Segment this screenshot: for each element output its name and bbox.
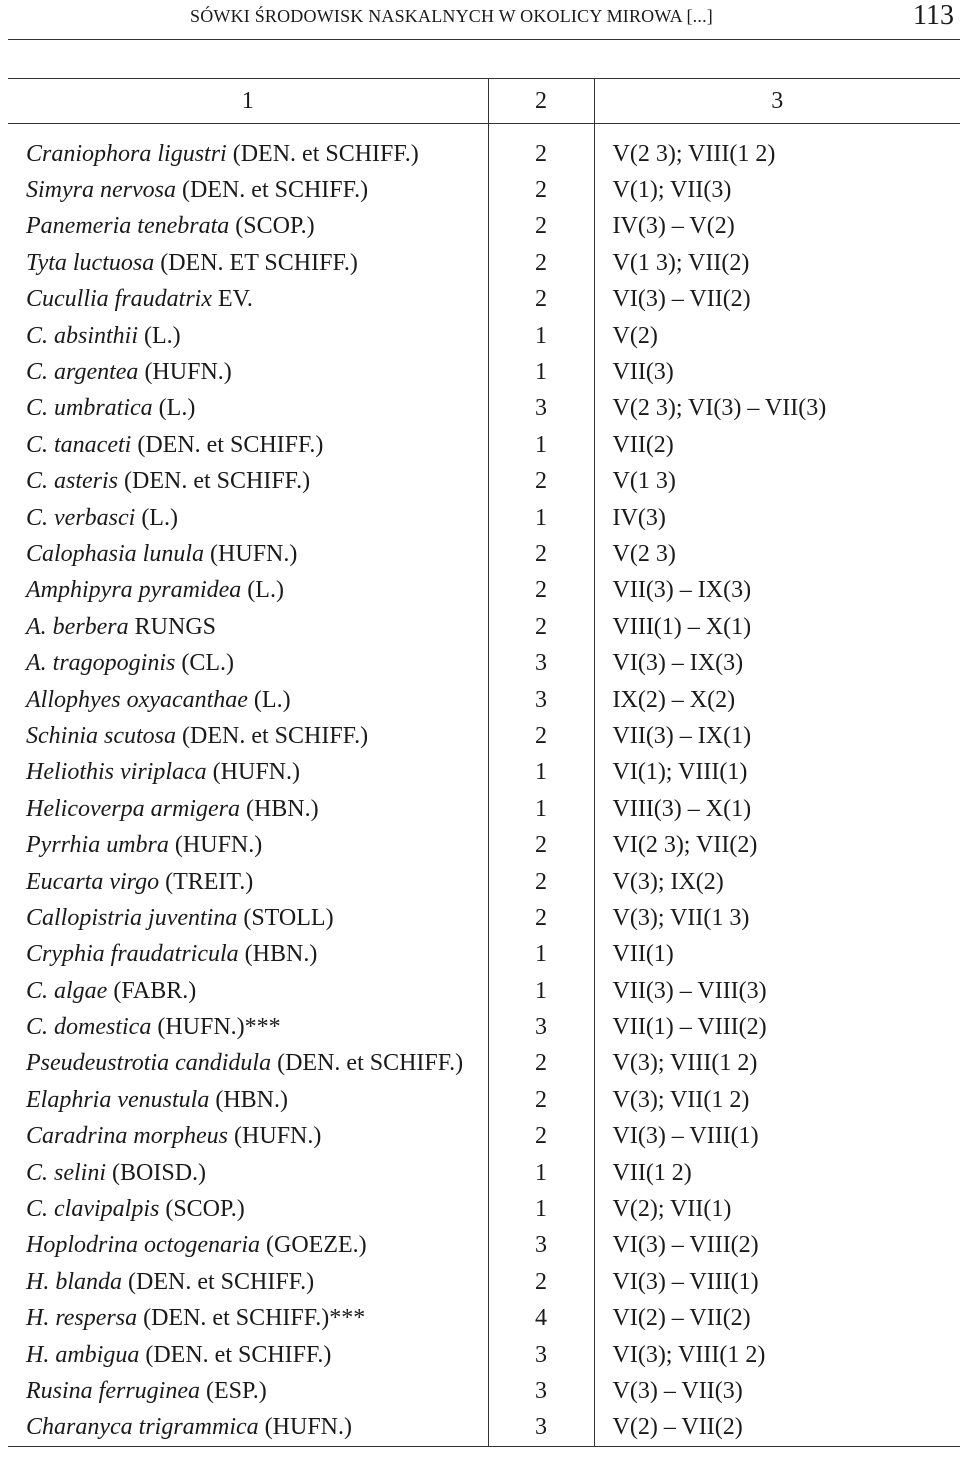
table-row: [8, 282, 960, 318]
header-row: [8, 79, 960, 124]
period-cell: V(1 3); VII(2): [594, 245, 960, 281]
species-name: H. blanda: [26, 1268, 122, 1295]
count-cell: 2: [488, 1119, 594, 1155]
running-title: SÓWKI ŚRODOWISK NASKALNYCH W OKOLICY MIROWA [...]: [190, 6, 713, 26]
count-cell: 4: [488, 1301, 594, 1337]
table-row: [8, 1410, 960, 1447]
header-rule: [8, 39, 960, 40]
species-name-cell: [8, 1155, 488, 1191]
species-name-cell: [8, 791, 488, 827]
table-row: [8, 500, 960, 536]
period-cell: VII(2): [594, 427, 960, 463]
species-author: (HUFN.)***: [157, 1014, 281, 1041]
period-cell: VII(3) – IX(3): [594, 573, 960, 609]
period-cell: VII(3) – VIII(3): [594, 973, 960, 1009]
species-name-cell: [8, 1082, 488, 1118]
table-row: [8, 1373, 960, 1409]
period-cell: IV(3) – V(2): [594, 209, 960, 245]
table-row: [8, 1337, 960, 1373]
species-author: (DEN. et SCHIFF.): [181, 177, 369, 204]
table-row: [8, 609, 960, 645]
species-name: Hoplodrina octogenaria: [26, 1232, 260, 1259]
species-name-cell: [8, 718, 488, 754]
species-name: Calophasia lunula: [26, 540, 205, 567]
period-cell: V(2): [594, 318, 960, 354]
period-cell: V(3); VII(1 3): [594, 900, 960, 936]
count-cell: 3: [488, 1373, 594, 1409]
table-row: [8, 1082, 960, 1118]
species-name-cell: [8, 124, 488, 173]
species-author: (HBN.): [215, 1086, 288, 1113]
table-row: [8, 718, 960, 754]
count-cell: 2: [488, 1264, 594, 1300]
count-cell: 2: [488, 282, 594, 318]
species-name-cell: [8, 1264, 488, 1300]
species-name-cell: [8, 500, 488, 536]
column-header-count: 2: [488, 79, 594, 124]
species-author: (L.): [144, 322, 181, 349]
species-name: C. argentea: [26, 359, 139, 386]
species-name: Pyrrhia umbra: [26, 832, 169, 859]
species-table: [8, 78, 960, 1447]
period-cell: VII(1) – VIII(2): [594, 1009, 960, 1045]
species-name-cell: [8, 1410, 488, 1447]
table-row: [8, 1228, 960, 1264]
period-cell: VI(3) – IX(3): [594, 645, 960, 681]
table-row: [8, 1009, 960, 1045]
count-cell: 2: [488, 536, 594, 572]
species-name-cell: [8, 427, 488, 463]
count-cell: 2: [488, 245, 594, 281]
period-cell: V(3); VIII(1 2): [594, 1046, 960, 1082]
table-row: [8, 464, 960, 500]
period-cell: VII(1): [594, 937, 960, 973]
species-name: A. tragopoginis: [26, 650, 176, 677]
table-row: [8, 827, 960, 863]
species-name-cell: [8, 536, 488, 572]
column-header-period: 3: [594, 79, 960, 124]
table-row: [8, 973, 960, 1009]
species-name: C. tanaceti: [26, 431, 132, 458]
table-row: [8, 172, 960, 208]
table-row: [8, 318, 960, 354]
table-row: [8, 645, 960, 681]
species-author: (ESP.): [206, 1377, 267, 1404]
count-cell: 2: [488, 172, 594, 208]
period-cell: VI(3) – VIII(1): [594, 1264, 960, 1300]
species-name-cell: [8, 318, 488, 354]
period-cell: VIII(1) – X(1): [594, 609, 960, 645]
species-name-cell: [8, 864, 488, 900]
species-author: (DEN. et SCHIFF.): [128, 1268, 315, 1295]
species-name: Helicoverpa armigera: [26, 795, 240, 822]
species-author: (DEN. ET SCHIFF.): [160, 249, 358, 276]
table-row: [8, 209, 960, 245]
species-author: (DEN. et SCHIFF.): [277, 1050, 464, 1077]
count-cell: 1: [488, 1155, 594, 1191]
species-author: (L.): [158, 395, 196, 422]
table-row: [8, 354, 960, 390]
table-row: [8, 682, 960, 718]
period-cell: V(2); VII(1): [594, 1191, 960, 1227]
count-cell: 1: [488, 354, 594, 390]
period-cell: IV(3): [594, 500, 960, 536]
count-cell: 2: [488, 209, 594, 245]
count-cell: 3: [488, 1228, 594, 1264]
table-row: [8, 864, 960, 900]
table-body: [8, 124, 960, 1447]
species-name-cell: [8, 682, 488, 718]
table-row: [8, 1301, 960, 1337]
species-name-cell: [8, 900, 488, 936]
period-cell: VII(3): [594, 354, 960, 390]
species-name: C. domestica: [26, 1014, 152, 1041]
species-name: C. asteris: [26, 468, 119, 495]
period-cell: V(3); IX(2): [594, 864, 960, 900]
table-row: [8, 1264, 960, 1300]
species-author: (SCOP.): [235, 213, 315, 240]
count-cell: 3: [488, 391, 594, 427]
species-name-cell: [8, 464, 488, 500]
table-row: [8, 124, 960, 173]
species-author: (L.): [247, 577, 284, 604]
period-cell: VI(3) – VIII(2): [594, 1228, 960, 1264]
count-cell: 3: [488, 1337, 594, 1373]
count-cell: 2: [488, 827, 594, 863]
species-author: (GOEZE.): [266, 1232, 367, 1259]
species-author: (DEN. et SCHIFF.)***: [143, 1305, 366, 1332]
count-cell: 3: [488, 1410, 594, 1447]
species-name: Allophyes oxyacanthae: [26, 686, 248, 713]
species-name: C. absinthii: [26, 322, 139, 349]
species-name-cell: [8, 245, 488, 281]
species-author: (DEN. et SCHIFF.): [124, 468, 311, 495]
table-row: [8, 245, 960, 281]
species-name-cell: [8, 973, 488, 1009]
count-cell: 3: [488, 682, 594, 718]
species-name-cell: [8, 1337, 488, 1373]
species-name-cell: [8, 573, 488, 609]
species-name: Amphipyra pyramidea: [26, 577, 242, 604]
species-author: (CL.): [181, 650, 234, 677]
species-name: C. algae: [26, 977, 108, 1004]
table-row: [8, 937, 960, 973]
period-cell: VI(2) – VII(2): [594, 1301, 960, 1337]
species-name-cell: [8, 1191, 488, 1227]
species-name-cell: [8, 282, 488, 318]
species-name-cell: [8, 609, 488, 645]
count-cell: 2: [488, 718, 594, 754]
species-name: Cucullia fraudatrix: [26, 286, 212, 313]
species-name-cell: [8, 645, 488, 681]
species-name: A. berbera: [26, 613, 129, 640]
species-name: Elaphria venustula: [26, 1086, 210, 1113]
period-cell: VII(3) – IX(1): [594, 718, 960, 754]
table-row: [8, 755, 960, 791]
species-name: Rusina ferruginea: [26, 1377, 200, 1404]
count-cell: 3: [488, 645, 594, 681]
count-cell: 2: [488, 573, 594, 609]
species-name-cell: [8, 354, 488, 390]
species-author: EV.: [218, 286, 253, 313]
species-author: (HBN.): [245, 795, 319, 822]
count-cell: 1: [488, 500, 594, 536]
species-name: Caradrina morpheus: [26, 1123, 229, 1150]
species-name-cell: [8, 1373, 488, 1409]
period-cell: VI(1); VIII(1): [594, 755, 960, 791]
species-name-cell: [8, 1301, 488, 1337]
count-cell: 2: [488, 464, 594, 500]
species-name: Simyra nervosa: [26, 177, 176, 204]
species-author: (DEN. et SCHIFF.): [232, 140, 419, 167]
species-author: (HBN.): [244, 941, 318, 968]
count-cell: 1: [488, 318, 594, 354]
table-row: [8, 391, 960, 427]
species-name: C. selini: [26, 1159, 107, 1186]
species-author: (FABR.): [113, 977, 197, 1004]
count-cell: 2: [488, 1046, 594, 1082]
species-author: (HUFN.): [212, 759, 300, 786]
species-author: (DEN. et SCHIFF.): [137, 431, 324, 458]
species-name: Tyta luctuosa: [26, 249, 155, 276]
species-author: (STOLL): [243, 904, 334, 931]
species-author: (TREIT.): [165, 868, 254, 895]
species-name: C. umbratica: [26, 395, 153, 422]
table-row: [8, 1119, 960, 1155]
species-name-cell: [8, 937, 488, 973]
species-author: (HUFN.): [144, 359, 232, 386]
table-row: [8, 900, 960, 936]
species-name-cell: [8, 391, 488, 427]
species-name: Panemeria tenebrata: [26, 213, 230, 240]
species-author: (DEN. et SCHIFF.): [145, 1341, 332, 1368]
species-name: Pseudeustrotia candidula: [26, 1050, 272, 1077]
count-cell: 2: [488, 124, 594, 173]
count-cell: 1: [488, 1191, 594, 1227]
period-cell: V(2 3); VI(3) – VII(3): [594, 391, 960, 427]
table-row: [8, 1046, 960, 1082]
species-name-cell: [8, 1119, 488, 1155]
period-cell: V(2) – VII(2): [594, 1410, 960, 1447]
species-author: (BOISD.): [112, 1159, 207, 1186]
species-author: (L.): [141, 504, 178, 531]
period-cell: IX(2) – X(2): [594, 682, 960, 718]
count-cell: 1: [488, 791, 594, 827]
species-author: (HUFN.): [174, 832, 263, 859]
period-cell: VIII(3) – X(1): [594, 791, 960, 827]
table-header: [8, 79, 960, 124]
species-name: Callopistria juventina: [26, 904, 238, 931]
species-name: H. ambigua: [26, 1341, 140, 1368]
species-name-cell: [8, 1046, 488, 1082]
table-row: [8, 791, 960, 827]
column-header-species: 1: [8, 79, 488, 124]
count-cell: 2: [488, 609, 594, 645]
species-name-cell: [8, 1228, 488, 1264]
period-cell: V(2 3): [594, 536, 960, 572]
period-cell: VII(1 2): [594, 1155, 960, 1191]
period-cell: VI(3) – VIII(1): [594, 1119, 960, 1155]
species-name: H. respersa: [26, 1305, 138, 1332]
species-name-cell: [8, 827, 488, 863]
period-cell: V(1); VII(3): [594, 172, 960, 208]
species-name: Charanyca trigrammica: [26, 1414, 259, 1441]
period-cell: VI(3) – VII(2): [594, 282, 960, 318]
count-cell: 1: [488, 427, 594, 463]
species-author: (L.): [253, 686, 291, 713]
period-cell: VI(3); VIII(1 2): [594, 1337, 960, 1373]
species-name-cell: [8, 209, 488, 245]
period-cell: V(1 3): [594, 464, 960, 500]
table-row: [8, 1191, 960, 1227]
species-author: (HUFN.): [234, 1123, 322, 1150]
species-author: (HUFN.): [210, 540, 298, 567]
period-cell: V(3); VII(1 2): [594, 1082, 960, 1118]
species-name: Heliothis viriplaca: [26, 759, 207, 786]
count-cell: 2: [488, 900, 594, 936]
count-cell: 1: [488, 755, 594, 791]
species-name: Schinia scutosa: [26, 722, 176, 749]
species-author: (DEN. et SCHIFF.): [182, 722, 369, 749]
species-author: RUNGS: [134, 613, 217, 640]
species-name: C. clavipalpis: [26, 1196, 160, 1223]
species-name-cell: [8, 1009, 488, 1045]
count-cell: 2: [488, 864, 594, 900]
count-cell: 1: [488, 973, 594, 1009]
species-name: C. verbasci: [26, 504, 136, 531]
count-cell: 3: [488, 1009, 594, 1045]
species-name: Craniophora ligustri: [26, 140, 227, 167]
count-cell: 2: [488, 1082, 594, 1118]
count-cell: 1: [488, 937, 594, 973]
table-row: [8, 573, 960, 609]
species-author: (SCOP.): [165, 1196, 245, 1223]
species-author: (HUFN.): [264, 1414, 352, 1441]
period-cell: V(3) – VII(3): [594, 1373, 960, 1409]
table-row: [8, 536, 960, 572]
period-cell: VI(2 3); VII(2): [594, 827, 960, 863]
page-number: 113: [913, 0, 954, 31]
period-cell: V(2 3); VIII(1 2): [594, 124, 960, 173]
page-header: [0, 0, 960, 40]
species-name-cell: [8, 755, 488, 791]
species-name: Cryphia fraudatricula: [26, 941, 239, 968]
species-name: Eucarta virgo: [26, 868, 160, 895]
table-row: [8, 427, 960, 463]
species-name-cell: [8, 172, 488, 208]
table-row: [8, 1155, 960, 1191]
